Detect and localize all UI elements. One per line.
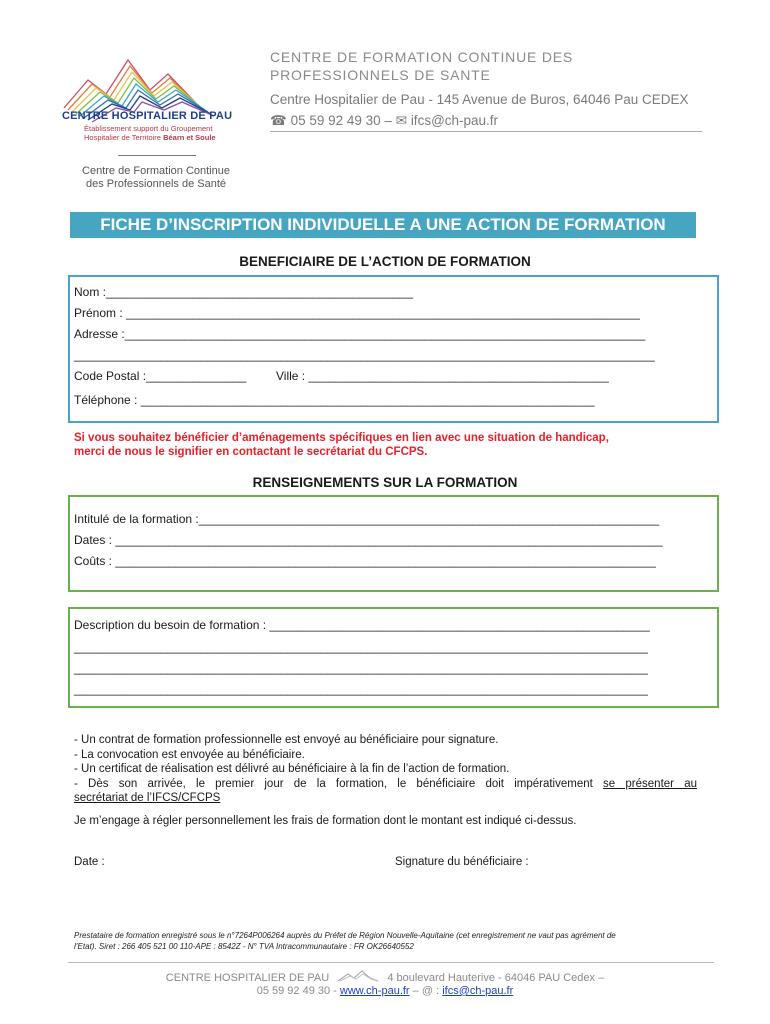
logo-subtitle-line2: Hospitalier de Territoire	[84, 133, 161, 142]
form-title-banner: FICHE D’INSCRIPTION INDIVIDUELLE A UNE ACTION DE FORMATION	[70, 212, 696, 238]
description-field[interactable]: Description du besoin de formation : _________________________________________________________	[74, 618, 650, 632]
note-4	[74, 777, 697, 792]
org-phone: 05 59 92 49 30	[290, 113, 381, 128]
formation-section-title: RENSEIGNEMENTS SUR LA FORMATION	[252, 475, 518, 490]
org-title	[270, 48, 573, 84]
date-label: Date :	[74, 856, 105, 868]
signature-label: Signature du bénéficiaire :	[395, 856, 529, 868]
org-title-line1: CENTRE DE FORMATION CONTINUE DES	[270, 49, 574, 65]
logo-subtitle	[84, 124, 216, 142]
adresse-field[interactable]: Adresse :______________________________________________________________________________	[74, 327, 646, 341]
note-2: - La convocation est envoyée au bénéficiaire.	[74, 748, 305, 761]
footer-separator: – @ :	[412, 985, 440, 997]
adresse-line2-field[interactable]: _______________________________________________________________________________________	[74, 348, 655, 362]
handicap-warning	[74, 431, 704, 459]
description-line-1[interactable]: ______________________________________________________________________________________	[74, 640, 648, 654]
telephone-field[interactable]: Téléphone : ____________________________________________________________________	[74, 393, 595, 407]
footer-line1	[0, 970, 770, 984]
logo-divider	[118, 155, 196, 156]
phone-icon: ☎	[270, 113, 287, 128]
footer-email-link[interactable]: ifcs@ch-pau.fr	[442, 985, 514, 997]
note-4-text: - Dès son arrivée, le premier jour de la formation, le bénéficiaire doit impérativement	[74, 777, 593, 790]
warning-line2: merci de nous le signifier en contactant le secrétariat du CFCPS.	[74, 446, 428, 458]
description-line-3[interactable]: ______________________________________________________________________________________	[74, 682, 648, 696]
logo-name: CENTRE HOSPITALIER DE PAU	[62, 110, 233, 122]
note-4-underlined: se présenter au	[603, 777, 697, 790]
logo-subtitle-bold: Béarn et Soule	[163, 133, 216, 142]
description-line-2[interactable]: ______________________________________________________________________________________	[74, 661, 648, 675]
cf-label-line1: Centre de Formation Continue	[82, 165, 230, 177]
footer-website-link[interactable]: www.ch-pau.fr	[339, 985, 410, 997]
training-centre-label	[66, 165, 246, 191]
procedure-notes	[74, 733, 697, 806]
warning-line1: Si vous souhaitez bénéficier d’aménagements spécifiques en lien avec une situation de handicap,	[74, 432, 609, 444]
legal-line1: Prestataire de formation enregistré sous le n°7264P006264 auprès du Préfet de Région Nouvelle-Aquitaine (cet enregistrement ne vaut pas agrément de	[74, 931, 616, 940]
note-1: - Un contrat de formation professionnelle est envoyé au bénéficiaire pour signature.	[74, 734, 499, 746]
prenom-field[interactable]: Prénom : _____________________________________________________________________________	[74, 306, 640, 320]
beneficiary-section-title: BENEFICIAIRE DE L’ACTION DE FORMATION	[239, 254, 531, 269]
note-4-secretariat: secrétariat de l’IFCS/CFCPS	[74, 792, 221, 804]
legal-notice	[74, 930, 704, 952]
footer-line2	[0, 985, 770, 997]
mail-icon: ✉	[395, 113, 408, 128]
org-email: ifcs@ch-pau.fr	[410, 113, 499, 128]
footer-logo-icon	[336, 970, 380, 982]
legal-line2: l’Etat). Siret : 266 405 521 00 110-APE : 8542Z - N° TVA Intracommunautaire : FR OK26640552	[74, 942, 414, 951]
intitule-field[interactable]: Intitulé de la formation :_____________________________________________________________________	[74, 512, 660, 526]
footer-org: CENTRE HOSPITALIER DE PAU	[165, 972, 330, 984]
logo-subtitle-line1: Établissement support du Groupement	[84, 124, 213, 133]
header-divider	[270, 131, 702, 132]
org-contact: ☎ 05 59 92 49 30 – ✉ ifcs@ch-pau.fr	[270, 113, 499, 128]
cf-label-line2: des Professionnels de Santé	[85, 178, 227, 190]
code-postal-field[interactable]: Code Postal :_______________	[74, 369, 247, 383]
ville-field[interactable]: Ville : _____________________________________________	[276, 369, 609, 383]
couts-field[interactable]: Coûts : _________________________________________________________________________________	[74, 554, 656, 568]
dates-field[interactable]: Dates : __________________________________________________________________________________	[74, 533, 663, 547]
payment-engagement: Je m’engage à régler personnellement les frais de formation dont le montant est indiqué ci-dessus.	[74, 815, 577, 827]
org-title-line2: PROFESSIONNELS DE SANTE	[270, 67, 491, 83]
footer-address: 4 boulevard Hauterive - 64046 PAU Cedex –	[387, 972, 605, 984]
nom-field[interactable]: Nom :______________________________________________	[74, 285, 413, 299]
org-address: Centre Hospitalier de Pau - 145 Avenue de Buros, 64046 Pau CEDEX	[270, 92, 689, 107]
note-3: - Un certificat de réalisation est délivré au bénéficiaire à la fin de l’action de formation.	[74, 763, 510, 775]
footer-phone: 05 59 92 49 30 -	[256, 985, 337, 997]
footer-divider	[68, 962, 714, 963]
